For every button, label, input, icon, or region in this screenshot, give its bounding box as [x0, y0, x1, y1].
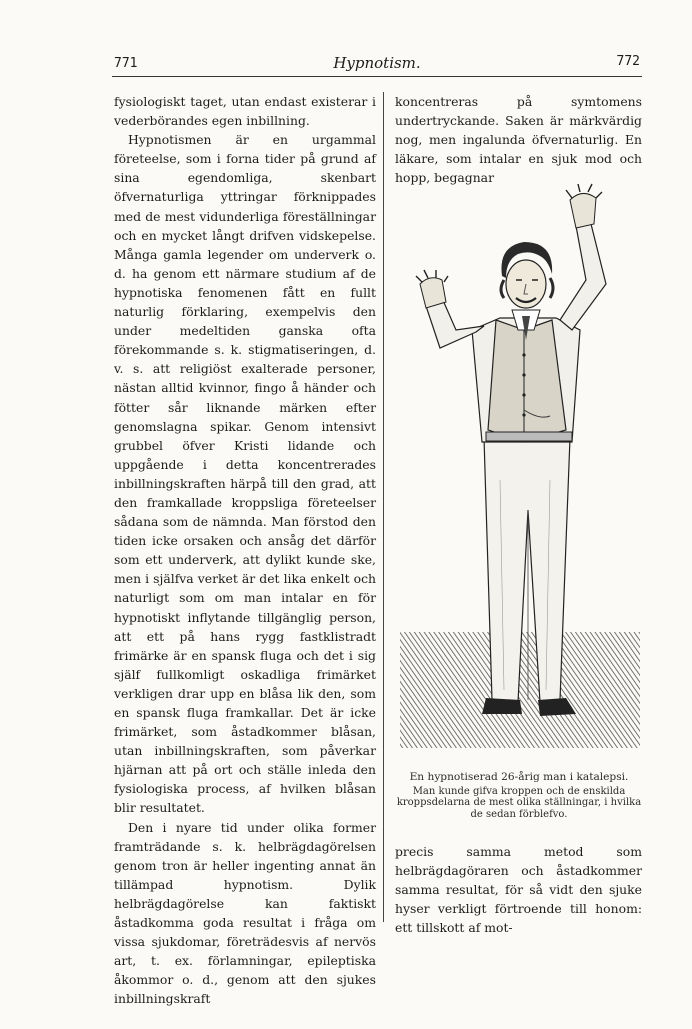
hypnotized-man-illustration [400, 180, 640, 748]
running-title: Hypnotism. [333, 54, 421, 72]
running-header [112, 52, 642, 77]
column-divider [383, 92, 384, 922]
right-column-top [395, 92, 642, 187]
paragraph-3: Den i nyare tid under olika former framträdande s. k. helbrägdagörelsen genom tron är heller ingenting annat än tillämpad hypnotism. Dylik helbrägdagörelse kan faktiskt åstadkomma goda resultat i fråga om vissa sjukdomar, företrädesvis af nervös art, t. ex. förlamningar, epileptiska åkommor o. d., genom att den sjukes inbillningskraft [114, 819, 376, 1007]
right-paragraph-bottom: precis samma metod som helbrägdagöraren och åstadkommer samma resultat, för så vidt den sjuke hyser verkligt förtroende till honom: ett tillskott af mot- [395, 844, 642, 936]
right-column-bottom [395, 842, 642, 937]
engraving-figure [400, 180, 640, 748]
figure-caption [394, 772, 644, 820]
caption-title: En hypnotiserad 26-årig man i katalepsi. [409, 771, 629, 783]
caption-body: Man kunde gifva kroppen och de enskilda kroppsdelarna de mest olika ställningar, i hvilka de sedan förblefvo. [396, 785, 642, 820]
right-paragraph-top: koncentreras på symtomens undertryckande. Saken är märkvärdig nog, men ingalunda öfvernaturlig. En läkare, som intalar en sjuk mod och hopp, begagnar [395, 94, 642, 186]
left-column [114, 92, 376, 1009]
page-number-left: 771 [114, 56, 138, 71]
paragraph-1: fysiologiskt taget, utan endast existerar i vederbörandes egen inbillning. [114, 94, 376, 129]
paragraph-2: Hypnotismen är en urgammal företeelse, som i forna tider på grund af sina egendomliga, skenbart öfvernaturliga yttringar förknippades med de mest vidunderliga föreställningar och en mycket långt drifven vidskepelse. Många gamla legender om underverk o. d. ha genom ett närmare studium af de hypnotiska fenomenen fått en fullt naturlig förklaring, exempelvis den under medeltiden ganska ofta förekommande s. k. stigmatiseringen, d. v. s. att religiöst exalterade personer, nästan alltid kvinnor, fingo å händer och fötter sår liknande märken efter genomslagna spikar. Genom intensivt grubbel öfver Kristi lidande och uppgående i detta koncentrerades inbillningskraften härpå till den grad, att den framkallade kroppsliga företeelser sådana som de nämnda. Man förstod den tiden icke orsaken och ansåg det därför som ett underverk, att dylikt kunde ske, men i själfva verket är det lika enkelt och naturligt som om man intalar en för hypnotiskt inflytande tillgänglig person, att ett på hans rygg fastklistradt frimärke är en spansk fluga och det i sig själf fullkomligt oskadliga frimärket verkligen drar upp en blåsa lik den, som en spansk fluga framkallar. Det är icke frimärket, som åstadkommer blåsan, utan inbillningskraften, som påverkar hjärnan att på ort och ställe inleda den fysiologiska process, af hvilken blåsan blir resultatet. [114, 132, 376, 816]
page-number-right: 772 [616, 54, 640, 69]
